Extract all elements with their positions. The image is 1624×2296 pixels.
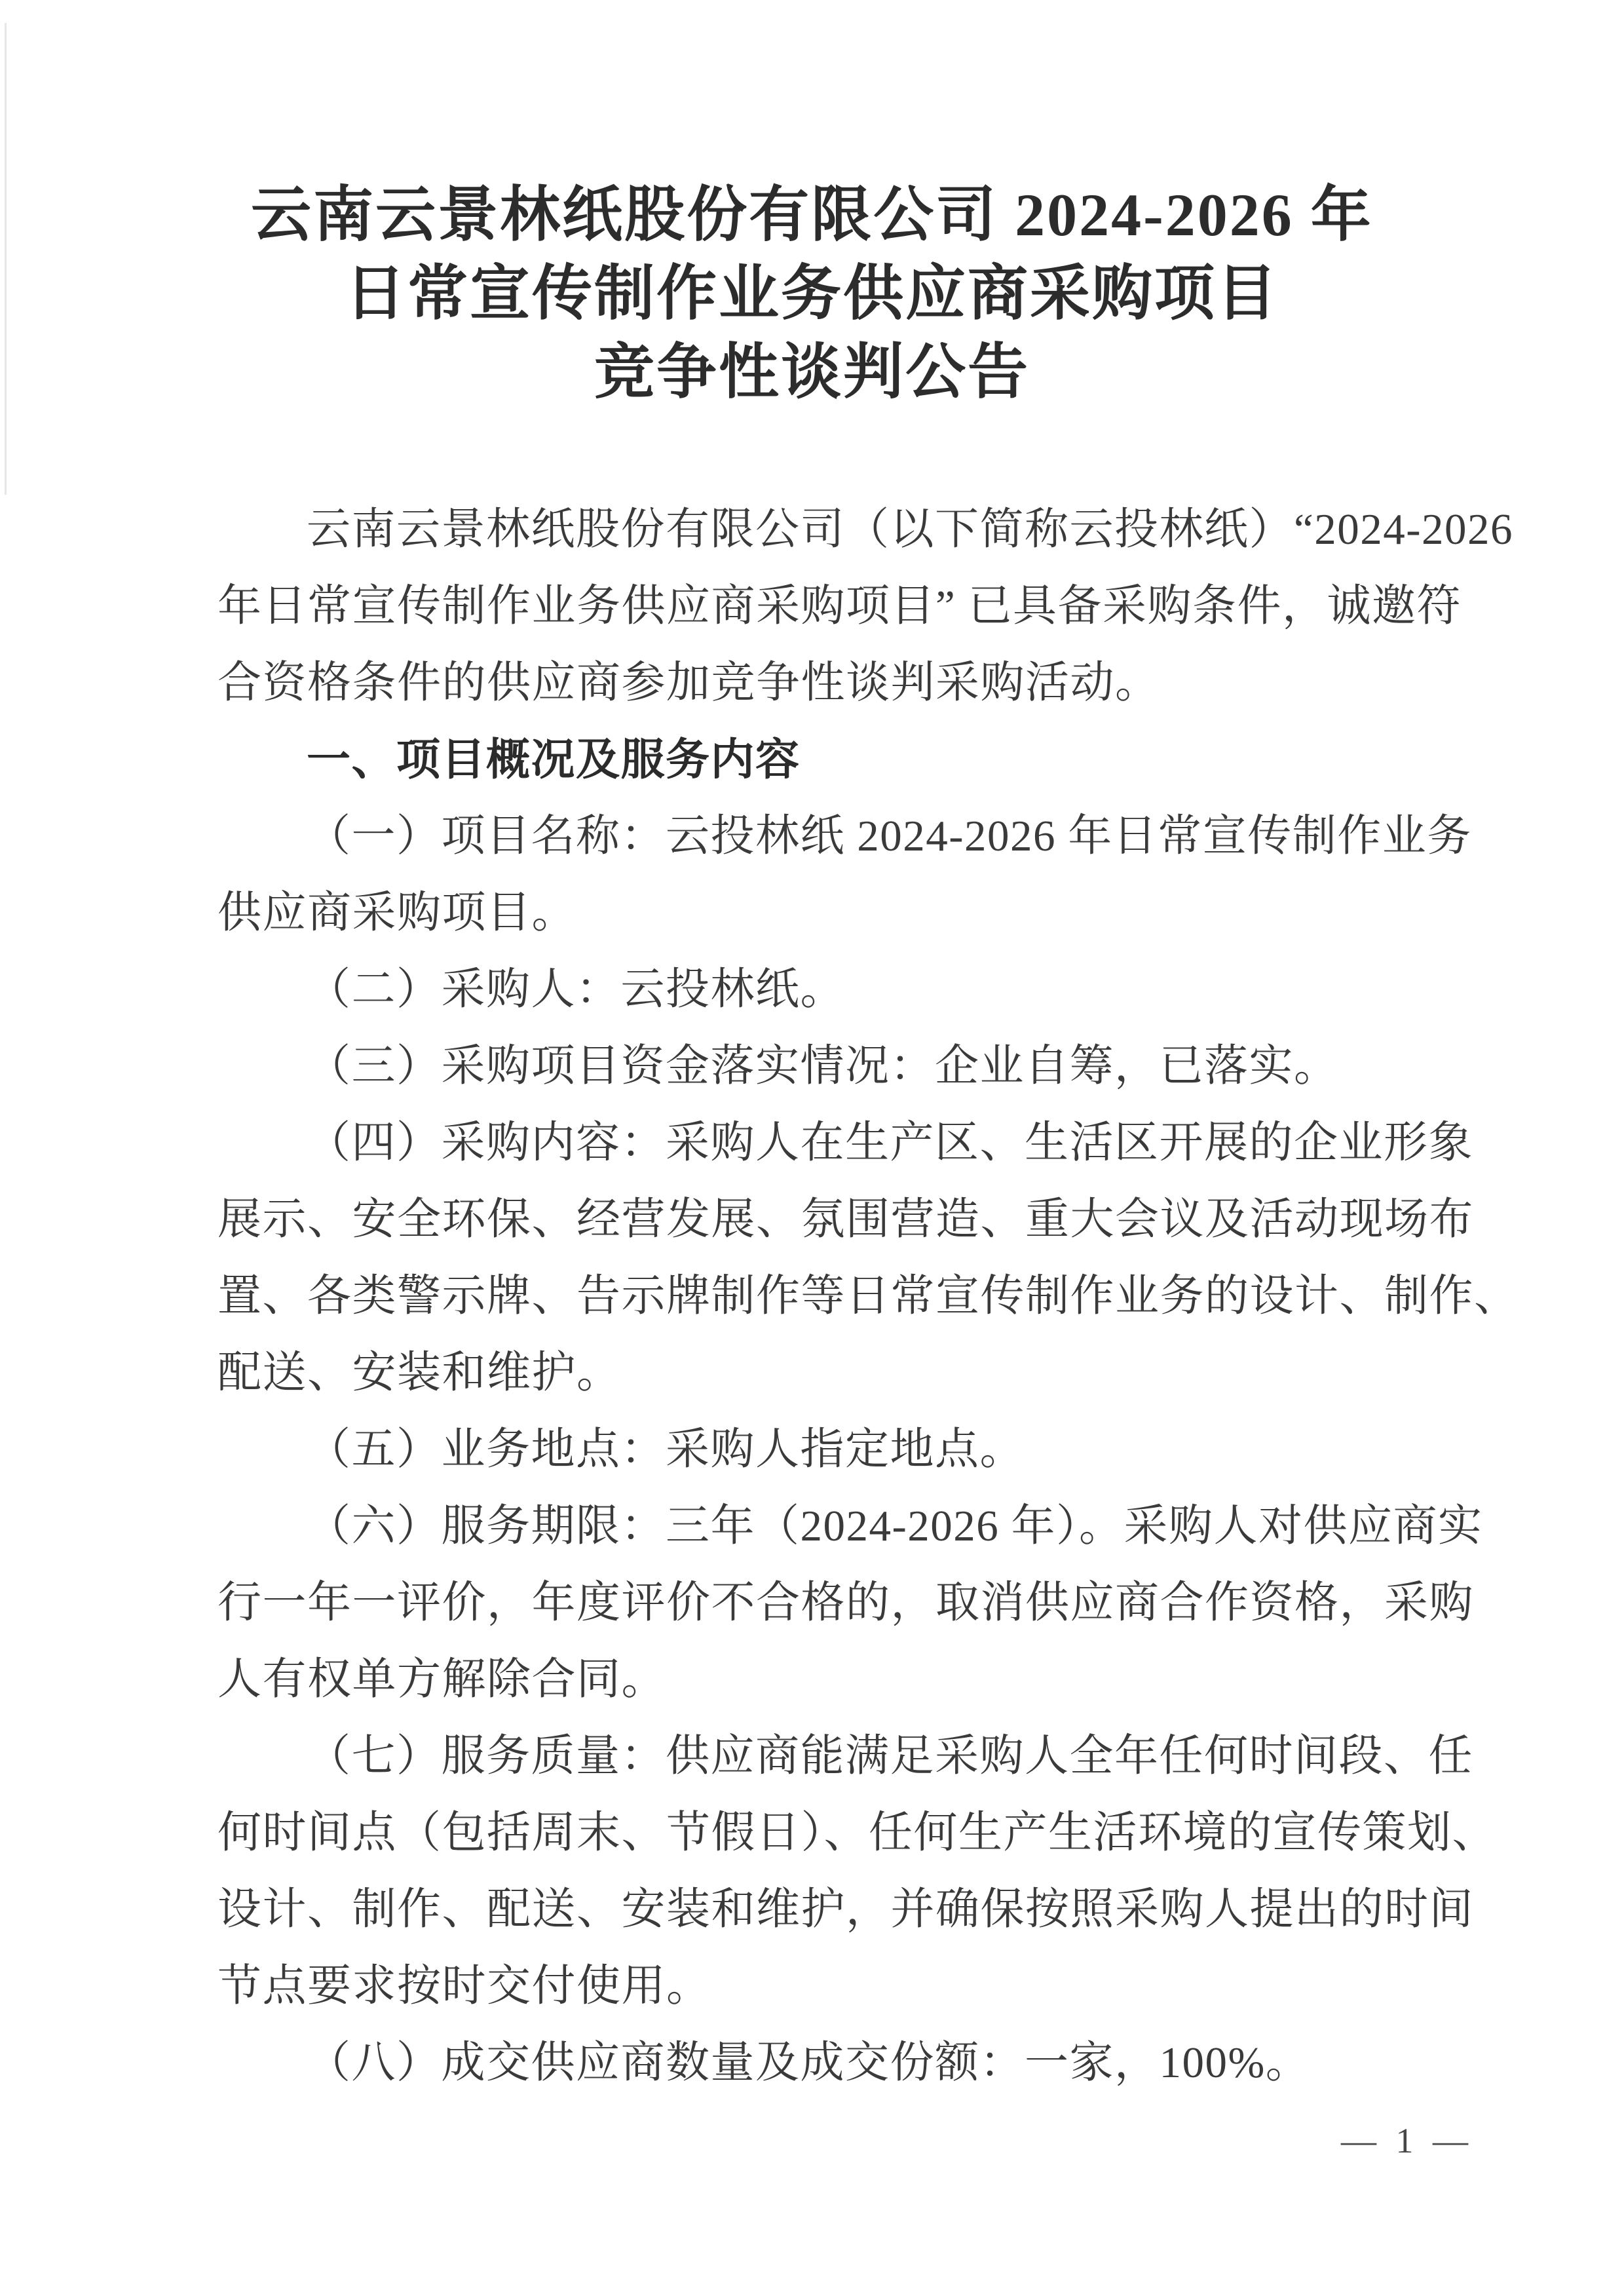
- document-title-line: 云南云景林纸股份有限公司 2024-2026 年: [251, 182, 1373, 248]
- section-heading-project-overview: 一、项目概况及服务内容: [307, 735, 801, 784]
- body-text-line: 云南云景林纸股份有限公司（以下简称云投林纸）“2024-2026: [307, 505, 1514, 554]
- body-text-line: （八）成交供应商数量及成交份额：一家，100%。: [307, 2038, 1311, 2087]
- body-text-line: （四）采购内容：采购人在生产区、生活区开展的企业形象: [307, 1119, 1473, 1167]
- body-text-line: 供应商采购项目。: [217, 889, 576, 937]
- body-text-line: （五）业务地点：采购人指定地点。: [307, 1425, 1025, 1474]
- body-text-line: （二）采购人：云投林纸。: [307, 965, 845, 1014]
- body-text-line: 设计、制作、配送、安装和维护，并确保按照采购人提出的时间: [217, 1885, 1474, 1934]
- body-text-line: 节点要求按时交付使用。: [217, 1962, 711, 2010]
- document-title-line: 竞争性谈判公告: [594, 339, 1030, 406]
- document-title-line: 日常宣传制作业务供应商采购项目: [345, 260, 1279, 327]
- body-text-line: 配送、安装和维护。: [217, 1349, 622, 1397]
- body-text-line: 人有权单方解除合同。: [217, 1655, 666, 1704]
- page-number: — 1 —: [1341, 2121, 1473, 2160]
- body-text-line: （三）采购项目资金落实情况：企业自筹，已落实。: [307, 1042, 1339, 1090]
- body-text-line: （六）服务期限：三年（2024-2026 年）。采购人对供应商实: [307, 1502, 1483, 1550]
- document-body: [217, 491, 1519, 2101]
- body-text-line: 置、各类警示牌、告示牌制作等日常宣传制作业务的设计、制作、: [217, 1272, 1519, 1320]
- body-text-line: 展示、安全环保、经营发展、氛围营造、重大会议及活动现场布: [217, 1195, 1474, 1244]
- body-text-line: 年日常宣传制作业务供应商采购项目” 已具备采购条件，诚邀符: [217, 582, 1462, 630]
- body-text-line: （一）项目名称：云投林纸 2024-2026 年日常宣传制作业务: [307, 812, 1472, 860]
- document-title: [0, 0, 1624, 411]
- body-text-line: 合资格条件的供应商参加竞争性谈判采购活动。: [217, 659, 1160, 707]
- scan-edge-artifact: [5, 23, 7, 495]
- body-text-line: 何时间点（包括周末、节假日）、任何生产生活环境的宣传策划、: [217, 1808, 1497, 1857]
- body-text-line: 行一年一评价，年度评价不合格的，取消供应商合作资格，采购: [217, 1578, 1474, 1627]
- body-text-line: （七）服务质量：供应商能满足采购人全年任何时间段、任: [307, 1732, 1473, 1780]
